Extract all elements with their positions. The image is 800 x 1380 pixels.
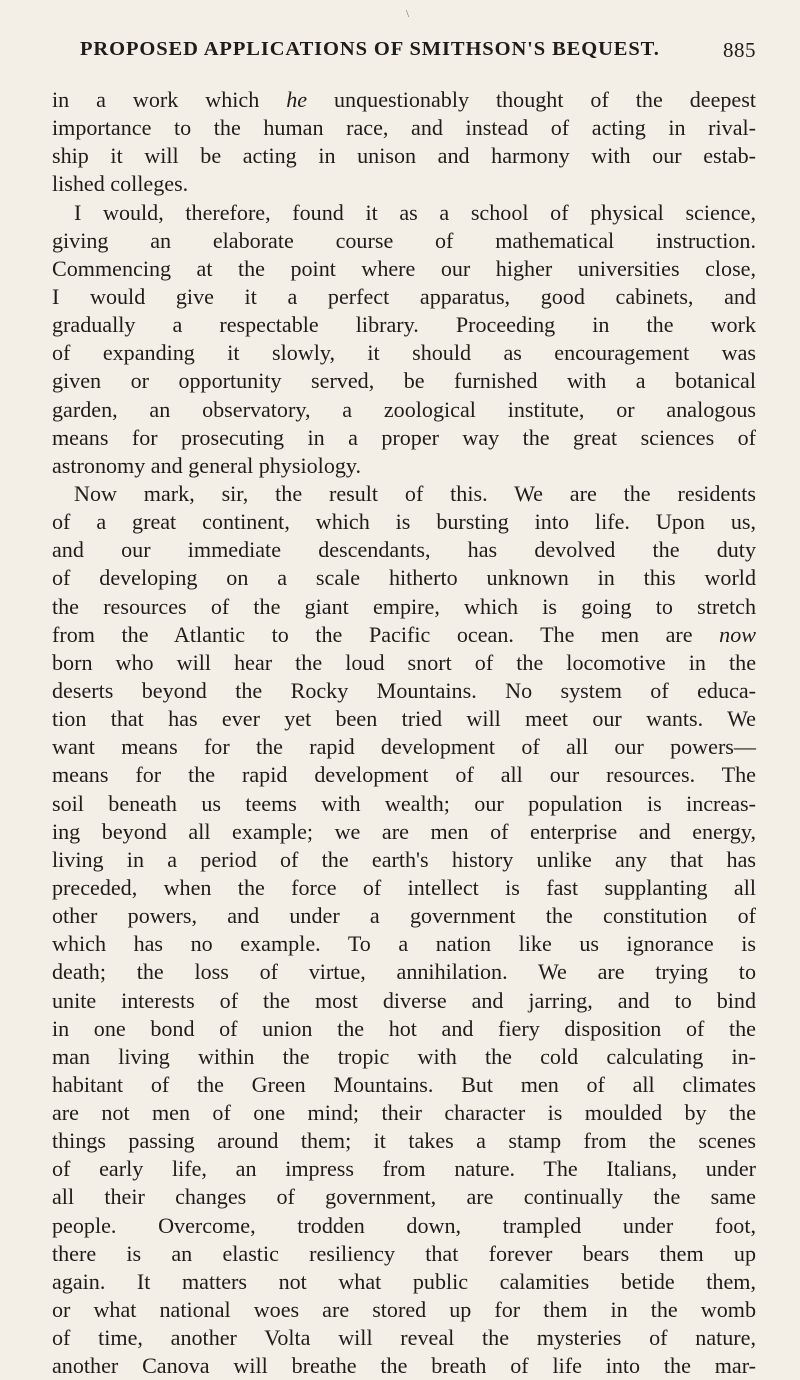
text-line: man living within the tropic with the cold calculating in- <box>52 1043 756 1069</box>
text-line: of expanding it slowly, it should as encouragement was <box>52 340 756 366</box>
text-line: in a work which he unquestionably thought of the deepest <box>52 87 756 112</box>
text-line: death; the loss of virtue, annihilation. We are trying to <box>52 959 756 985</box>
text-line: Now mark, sir, the result of this. We are the residents <box>74 480 756 506</box>
text-line: things passing around them; it takes a stamp from the scenes <box>52 1128 756 1154</box>
body-text <box>52 86 756 1380</box>
text-line: other powers, and under a government the constitution of <box>52 903 756 929</box>
text-line: habitant of the Green Mountains. But men of all climates <box>52 1071 756 1097</box>
text-line: of early life, an impress from nature. The Italians, under <box>52 1156 756 1182</box>
text-line: or what national woes are stored up for them in the womb <box>52 1297 756 1323</box>
text-line: of time, another Volta will reveal the mysteries of nature, <box>52 1325 756 1351</box>
text-line: want means for the rapid development of all our powers— <box>52 734 756 760</box>
text-line: born who will hear the loud snort of the locomotive in the <box>52 649 756 675</box>
text-line: garden, an observatory, a zoological institute, or analogous <box>52 396 756 422</box>
text-line: unite interests of the most diverse and jarring, and to bind <box>52 987 756 1013</box>
text-line: all their changes of government, are continually the same <box>52 1184 756 1210</box>
text-line: of developing on a scale hitherto unknown in this world <box>52 565 756 591</box>
running-title: PROPOSED APPLICATIONS OF SMITHSON'S BEQUEST. <box>80 38 660 60</box>
text-line: the resources of the giant empire, which is going to stretch <box>52 593 756 619</box>
text-line: are not men of one mind; their character is moulded by the <box>52 1100 756 1126</box>
text-line: in one bond of union the hot and fiery disposition of the <box>52 1015 756 1041</box>
text-line: tion that has ever yet been tried will meet our wants. We <box>52 706 756 732</box>
text-line: there is an elastic resiliency that forever bears them up <box>52 1240 756 1266</box>
text-line: people. Overcome, trodden down, trampled under foot, <box>52 1212 756 1238</box>
text-line: ing beyond all example; we are men of enterprise and energy, <box>52 818 756 844</box>
text-line: lished colleges. <box>52 171 189 197</box>
running-head <box>52 38 756 66</box>
text-line: astronomy and general physiology. <box>52 452 362 478</box>
text-line: of a great continent, which is bursting into life. Upon us, <box>52 509 756 535</box>
text-line: soil beneath us teems with wealth; our population is increas- <box>52 790 756 816</box>
text-line: and our immediate descendants, has devolved the duty <box>52 537 756 563</box>
page-number: 885 <box>723 38 756 62</box>
margin-mark: \ <box>406 8 410 20</box>
italic-word: now <box>719 621 756 647</box>
italic-word: he <box>286 87 308 112</box>
text-line: means for prosecuting in a proper way the great sciences of <box>52 424 756 450</box>
text-line: I would give it a perfect apparatus, good cabinets, and <box>52 283 756 309</box>
text-line: gradually a respectable library. Proceeding in the work <box>52 312 756 338</box>
text-line: ship it will be acting in unison and harmony with our estab- <box>52 143 756 169</box>
text-line: from the Atlantic to the Pacific ocean. The men are now <box>52 621 756 647</box>
text-line: importance to the human race, and instead of acting in rival- <box>52 115 756 141</box>
text-line: means for the rapid development of all our resources. The <box>52 762 756 788</box>
text-line: which has no example. To a nation like us ignorance is <box>52 931 756 957</box>
text-line: giving an elaborate course of mathematical instruction. <box>52 227 756 253</box>
text-line: given or opportunity served, be furnished with a botanical <box>52 368 756 394</box>
text-line: I would, therefore, found it as a school of physical science, <box>74 199 756 225</box>
text-line: deserts beyond the Rocky Mountains. No system of educa- <box>52 677 756 703</box>
text-line: preceded, when the force of intellect is fast supplanting all <box>52 874 756 900</box>
text-line: Commencing at the point where our higher universities close, <box>52 255 756 281</box>
text-line: another Canova will breathe the breath of life into the mar- <box>52 1353 756 1379</box>
text-line: living in a period of the earth's history unlike any that has <box>52 846 756 872</box>
text-line: again. It matters not what public calamities betide them, <box>52 1268 756 1294</box>
